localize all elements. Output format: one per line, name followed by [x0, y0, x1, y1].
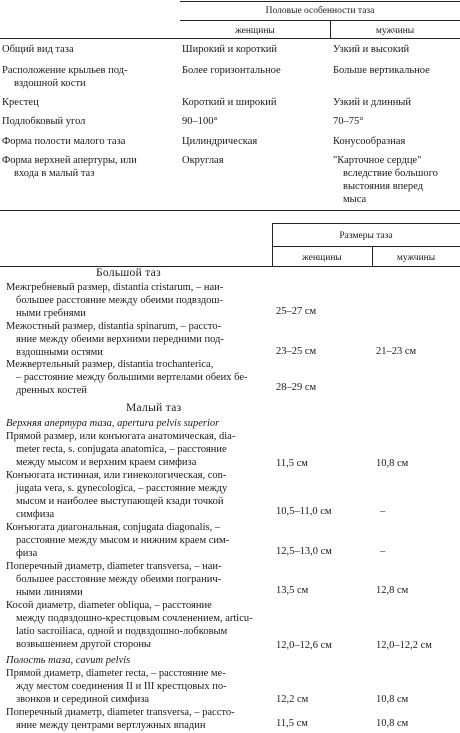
dimension-label: Конъюгата диагональная, conjugata diagonalis, –: [6, 522, 221, 533]
male-value: 10,8 см: [376, 718, 409, 729]
female-value: Цилиндрическая: [182, 136, 258, 147]
female-value: 23–25 см: [276, 346, 317, 357]
male-value: 12,8 см: [376, 585, 409, 596]
table1-col-female: женщины: [235, 26, 275, 36]
table2-group-header: Размеры таза: [339, 231, 393, 241]
male-value: 21–23 см: [376, 346, 417, 357]
feature-label: вздошной кости: [14, 78, 86, 89]
female-value: 13,5 см: [276, 585, 309, 596]
female-value: Более горизонтальное: [182, 65, 281, 76]
section-heading-big-pelvis: Большой таз: [96, 267, 161, 279]
male-value: "Карточное сердце": [333, 155, 422, 166]
table1-top-rule: [180, 1, 460, 2]
dimension-label: физа: [16, 548, 38, 559]
dimension-label: между подвздошно-крестцовым сочленением, articu-: [16, 613, 253, 624]
female-value: 10,5–11,0 см: [276, 506, 332, 517]
female-value: 90–100°: [182, 116, 218, 127]
female-value: 28–29 см: [276, 382, 317, 393]
dimension-label: дренных костей: [16, 385, 88, 396]
male-value: Конусообразная: [333, 136, 406, 147]
female-value: Короткий и широкий: [182, 97, 277, 108]
male-value: Узкий и высокий: [333, 44, 410, 55]
dimension-label: Поперечный диаметр, diameter transversa, – рассто-: [6, 707, 235, 718]
dimension-label: между мысом и верхним краем симфиза: [16, 457, 197, 468]
dimension-label: звонков и серединой симфиза: [16, 694, 149, 705]
female-value: 12,2 см: [276, 694, 309, 705]
table2-top-rule: [272, 223, 460, 224]
table2-col-female: женщины: [302, 253, 342, 263]
feature-label: Общий вид таза: [2, 44, 74, 55]
dimension-label: яние между обеими верхними передними под-: [16, 334, 224, 345]
feature-label: Подлобковый угол: [2, 116, 86, 127]
table1-group-rule: [180, 20, 460, 21]
section-heading-small-pelvis: Малый таз: [126, 402, 182, 414]
dimension-label: – расстояние между большими вертелами обеих бе-: [16, 372, 248, 383]
male-value: 12,0–12,2 см: [376, 640, 432, 651]
dimension-label: Межвертельный размер, distantia trochanterica,: [6, 359, 214, 370]
dimension-label: ными линиями: [16, 587, 83, 598]
feature-label: Форма верхней апертуры, или: [2, 155, 137, 166]
table2-header-rule: [0, 266, 460, 267]
dimension-label: Косой диаметр, diameter obliqua, – расстояние: [6, 600, 212, 611]
dimension-label: latio sacroiliaca, одной и подвздошно-лобковым: [16, 626, 228, 637]
table1-group-header: Половые особенности таза: [265, 6, 375, 16]
dimension-label: большее расстояние между обеими погранич-: [16, 574, 222, 585]
dimension-label: jugata vera, s. gynecologica, – расстояние между: [16, 483, 228, 494]
dimension-label: Прямой диаметр, diameter recta, – расстояние ме-: [6, 668, 226, 679]
male-value: Узкий и длинный: [333, 97, 411, 108]
dimension-label: Прямой размер, или конъюгата анатомическая, dia-: [6, 431, 236, 442]
dimension-label: meter recta, s. conjugata anatomica, – расстояние: [16, 444, 227, 455]
dimension-label: Межгребневый размер, distantia cristarum, – наи-: [6, 282, 224, 293]
female-value: 12,5–13,0 см: [276, 546, 332, 557]
feature-label: Расположение крыльев под-: [2, 65, 128, 76]
subsection-heading-cavity: Полость таза, cavum pelvis: [6, 655, 131, 666]
female-value: 11,5 см: [276, 458, 308, 469]
dimension-label: мысом и наиболее выступающей кзади точкой: [16, 496, 224, 507]
feature-label: Форма полости малого таза: [2, 136, 126, 147]
dimension-label: вздошными остями: [16, 347, 103, 358]
table1-bottom-rule: [0, 210, 460, 211]
female-value: Широкий и короткий: [182, 44, 278, 55]
dimension-label: яние между центрами вертлужных впадин: [16, 720, 206, 731]
feature-label: входа в малый таз: [14, 168, 95, 179]
dimension-label: жду местом соединения II и III крестцовых по-: [16, 681, 227, 692]
female-value: 25–27 см: [276, 306, 317, 317]
dimension-label: возвышением другой стороны: [16, 639, 151, 650]
dimension-label: расстояние между мысом и нижним краем сим-: [16, 535, 230, 546]
male-value: вследствие большого: [343, 168, 438, 179]
dimension-label: Конъюгата истинная, или гинекологическая, con-: [6, 470, 227, 481]
male-value: –: [380, 546, 386, 557]
male-value: Больше вертикальное: [333, 65, 430, 76]
female-value: 12,0–12,6 см: [276, 640, 332, 651]
dimension-label: Межостный размер, distantia spinarum, – рассто-: [6, 321, 222, 332]
male-value: 10,8 см: [376, 458, 409, 469]
dimension-label: ными гребнями: [16, 308, 86, 319]
dimension-label: большее расстояние между обеими подвздош-: [16, 295, 223, 306]
male-value: –: [380, 506, 386, 517]
table2-group-rule: [272, 246, 460, 247]
table2-col-male: мужчины: [396, 253, 436, 263]
feature-label: Крестец: [2, 97, 39, 108]
dimension-label: симфиза: [16, 509, 55, 520]
table1-col-male: мужчины: [375, 26, 415, 36]
male-value: 10,8 см: [376, 694, 409, 705]
dimension-label: Поперечный диаметр, diameter transversa, – наи-: [6, 561, 222, 572]
male-value: 70–75°: [333, 116, 364, 127]
male-value: мыса: [343, 194, 367, 205]
male-value: выстояния вперед: [343, 181, 424, 192]
female-value: 11,5 см: [276, 718, 308, 729]
subsection-heading-aperture: Верхняя апертура таза, apertura pelvis superior: [6, 418, 220, 429]
female-value: Округлая: [182, 155, 224, 166]
table1-header-rule: [0, 38, 460, 39]
